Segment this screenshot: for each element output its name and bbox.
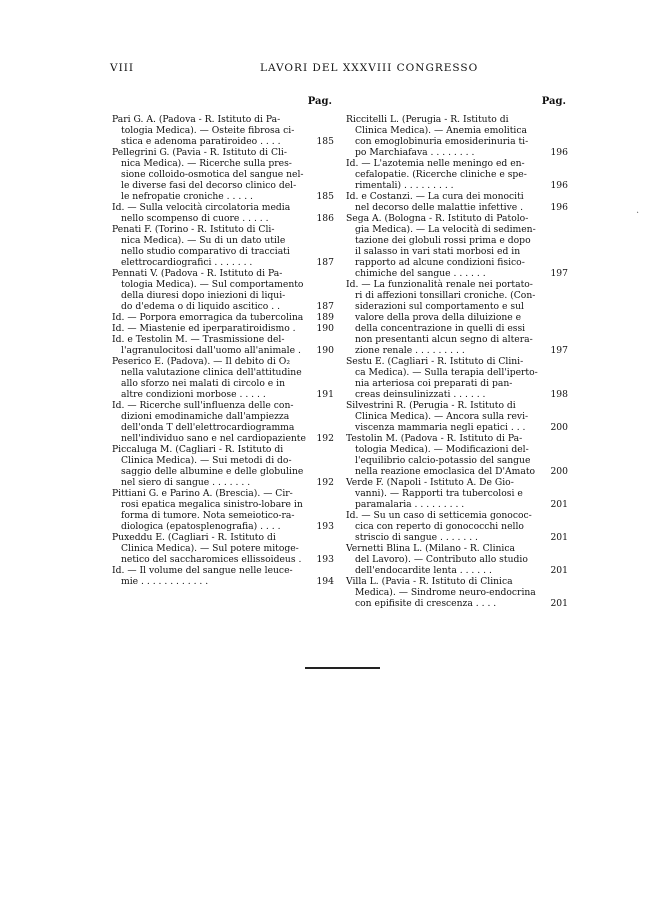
toc-entry-page: 198 xyxy=(550,389,568,400)
toc-entry-text xyxy=(346,543,542,576)
toc-entry-line: l'equilibrio calcio-potassio del sangue xyxy=(355,455,531,466)
toc-entry-page: 187 xyxy=(316,301,334,312)
toc-entry-line: stica e adenoma paratiroideo . . . . xyxy=(121,136,281,147)
toc-entry-line: allo sforzo nei malati di circolo e in xyxy=(121,378,286,389)
toc-entry-page: 185 xyxy=(316,136,334,147)
toc-entry-line: altre condizioni morbose . . . . . xyxy=(121,389,266,400)
toc-entry xyxy=(112,565,334,587)
toc-entry-line: do d'edema o di liquido ascitico . . xyxy=(121,301,281,312)
toc-entry-text xyxy=(346,213,542,279)
toc-entry-page: 197 xyxy=(550,345,568,356)
margin-mark: · xyxy=(636,208,640,219)
toc-entry xyxy=(346,114,568,158)
toc-entry-line: mie . . . . . . . . . . . . xyxy=(121,576,209,587)
toc-entry-line: nello studio comparativo di tracciati xyxy=(121,246,290,257)
toc-entry-line: nella reazione emoclasica del D'Amato xyxy=(355,466,536,477)
toc-entry-line: Riccitelli L. (Perugia - R. Istituto di xyxy=(346,114,509,125)
toc-entry-line: della diuresi dopo iniezioni di liqui- xyxy=(121,290,286,301)
toc-entry-line: non presentanti alcun segno di altera- xyxy=(355,334,533,345)
section-divider xyxy=(305,667,380,669)
toc-entry xyxy=(346,543,568,576)
toc-entry xyxy=(112,323,334,334)
toc-entry xyxy=(112,268,334,312)
toc-entry-line: il salasso in vari stati morbosi ed in xyxy=(355,246,521,257)
toc-entry-page: 191 xyxy=(316,389,334,400)
toc-entry xyxy=(112,334,334,356)
toc-entry-line: Id. — L'azotemia nelle meningo ed en- xyxy=(346,158,525,169)
toc-entry-line: valore della prova della diluizione e xyxy=(355,312,522,323)
toc-entry-line: paramalaria . . . . . . . . . xyxy=(355,499,465,510)
toc-entry-line: Clinica Medica). — Anemia emolitica xyxy=(355,125,527,136)
toc-entry-line: l'agranulocitosi dall'uomo all'animale . xyxy=(121,345,301,356)
toc-entry-text xyxy=(346,158,542,191)
toc-entry-page: 190 xyxy=(316,323,334,334)
toc-entry-line: rimentali) . . . . . . . . . xyxy=(355,180,454,191)
toc-entry-line: diologica (epatosplenografia) . . . . xyxy=(121,521,281,532)
toc-entry-line: Id. — Miastenie ed iperparatiroidismo . xyxy=(112,323,296,334)
toc-entry-line: Pittiani G. e Parino A. (Brescia). — Cir- xyxy=(112,488,293,499)
toc-entry-line: Id. — La funzionalità renale nei portato- xyxy=(346,279,533,290)
toc-entry-text xyxy=(112,147,308,202)
toc-entry-line: Id. — Sulla velocità circolatoria media xyxy=(112,202,291,213)
toc-entry-page: 187 xyxy=(316,257,334,268)
toc-entry-page: 201 xyxy=(550,565,568,576)
toc-entry-page: 193 xyxy=(316,554,334,565)
toc-entry-line: Sestu E. (Cagliari - R. Istituto di Clini- xyxy=(346,356,524,367)
toc-entry-text xyxy=(112,312,308,323)
toc-entry xyxy=(346,400,568,433)
toc-entry-line: nello scompenso di cuore . . . . . xyxy=(121,213,269,224)
toc-entry-line: chimiche del sangue . . . . . . xyxy=(355,268,486,279)
toc-entry-line: Piccaluga M. (Cagliari - R. Istituto di xyxy=(112,444,284,455)
toc-entry-line: con emoglobinuria emosiderinuria ti- xyxy=(355,136,529,147)
toc-entry xyxy=(346,158,568,191)
toc-entry-text xyxy=(112,202,308,224)
toc-entry-text xyxy=(112,400,308,444)
toc-entry-line: Vernetti Blina L. (Milano - R. Clinica xyxy=(346,543,515,554)
toc-entry-line: elettrocardiografici . . . . . . . xyxy=(121,257,253,268)
toc-entry xyxy=(112,114,334,147)
toc-entry-text xyxy=(112,488,308,532)
toc-entry-line: Verde F. (Napoli - Istituto A. De Gio- xyxy=(346,477,514,488)
toc-entry-line: Pari G. A. (Padova - R. Istituto di Pa- xyxy=(112,114,281,125)
toc-entry xyxy=(112,147,334,202)
toc-entry-text xyxy=(346,433,542,477)
toc-entry-line: le diverse fasi del decorso clinico del- xyxy=(121,180,297,191)
toc-entry-line: nella valutazione clinica dell'attitudine xyxy=(121,367,302,378)
toc-entry-text xyxy=(112,532,308,565)
toc-entry-text xyxy=(346,477,542,510)
toc-entry-line: siderazioni sul comportamento e sul xyxy=(355,301,524,312)
toc-entry-page: 201 xyxy=(550,598,568,609)
toc-entry-text xyxy=(346,279,542,356)
toc-entry-line: striscio di sangue . . . . . . . xyxy=(355,532,478,543)
toc-entry-text xyxy=(112,268,308,312)
toc-entry-text xyxy=(346,510,542,543)
toc-entry-line: nel decorso delle malattie infettive . xyxy=(355,202,524,213)
toc-entry-line: nell'individuo sano e nel cardiopaziente xyxy=(121,433,306,444)
toc-entry-line: Id. — Su un caso di setticemia gonococ- xyxy=(346,510,532,521)
toc-entry-line: della concentrazione in quelli di essi xyxy=(355,323,526,334)
toc-entry-line: saggio delle albumine e delle globuline xyxy=(121,466,304,477)
toc-entry-line: zione renale . . . . . . . . . xyxy=(355,345,465,356)
toc-entry xyxy=(346,356,568,400)
toc-entry xyxy=(346,213,568,279)
toc-entry-line: po Marchiafava . . . . . . . . xyxy=(355,147,475,158)
toc-entry-line: dell'endocardite lenta . . . . . . xyxy=(355,565,492,576)
toc-entry-text xyxy=(112,444,308,488)
toc-entry xyxy=(112,444,334,488)
page-number: VIII xyxy=(110,62,135,74)
toc-entry-page: 200 xyxy=(550,422,568,433)
toc-entry xyxy=(112,532,334,565)
toc-entry-page: 200 xyxy=(550,466,568,477)
toc-entry-line: Pennati V. (Padova - R. Istituto di Pa- xyxy=(112,268,283,279)
toc-entry xyxy=(112,202,334,224)
toc-entry-line: Clinica Medica). — Sul potere mitoge- xyxy=(121,543,299,554)
toc-entry-page: 196 xyxy=(550,202,568,213)
toc-entry-page: 193 xyxy=(316,521,334,532)
toc-entry-line: Clinica Medica). — Ancora sulla revi- xyxy=(355,411,529,422)
toc-entry-line: vanni). — Rapporti tra tubercolosi e xyxy=(355,488,523,499)
toc-entry-text xyxy=(112,565,308,587)
running-title: LAVORI DEL XXXVIII CONGRESSO xyxy=(260,62,479,74)
toc-entry xyxy=(346,191,568,213)
toc-entry-page: 186 xyxy=(316,213,334,224)
toc-entry xyxy=(112,224,334,268)
toc-entry-page: 196 xyxy=(550,147,568,158)
toc-column-right xyxy=(346,96,568,609)
toc-entry-line: Pellegrini G. (Pavia - R. Istituto di Cli- xyxy=(112,147,287,158)
toc-entry-line: nica Medica). — Ricerche sulla pres- xyxy=(121,158,292,169)
toc-entry-line: nica Medica). — Su di un dato utile xyxy=(121,235,286,246)
toc-entry-text xyxy=(112,334,308,356)
toc-entry-line: dell'onda T dell'elettrocardiogramma xyxy=(121,422,295,433)
toc-entry-text xyxy=(346,191,542,213)
entry-list-right xyxy=(346,114,568,609)
toc-entry-line: gia Medica). — La velocità di sedimen- xyxy=(355,224,536,235)
toc-entry xyxy=(346,510,568,543)
toc-entry-text xyxy=(346,356,542,400)
toc-entry-line: le nefropatie croniche . . . . . xyxy=(121,191,253,202)
toc-entry-page: 192 xyxy=(316,433,334,444)
toc-entry-line: con epifisite di crescenza . . . . xyxy=(355,598,497,609)
toc-entry-line: viscenza mammaria negli epatici . . . xyxy=(355,422,526,433)
toc-entry-line: dizioni emodinamiche dall'ampiezza xyxy=(121,411,290,422)
toc-entry-line: Clinica Medica). — Sui metodi di do- xyxy=(121,455,292,466)
toc-entry-line: forma di tumore. Nota semeiotico-ra- xyxy=(121,510,295,521)
toc-entry-line: cefalopatie. (Ricerche cliniche e spe- xyxy=(355,169,527,180)
toc-entry-text xyxy=(112,114,308,147)
toc-entry-line: Id. — Porpora emorragica da tubercolina xyxy=(112,312,304,323)
toc-entry-line: del Lavoro). — Contributo allo studio xyxy=(355,554,528,565)
toc-entry-line: Id. — Ricerche sull'influenza delle con- xyxy=(112,400,294,411)
toc-entry-page: 190 xyxy=(316,345,334,356)
toc-entry-line: Medica). — Sindrome neuro-endocrina xyxy=(355,587,536,598)
toc-entry xyxy=(346,433,568,477)
toc-entry-line: creas deinsulinizzati . . . . . . xyxy=(355,389,486,400)
toc-entry-line: Sega A. (Bologna - R. Istituto di Patolo- xyxy=(346,213,529,224)
toc-entry-line: rosi epatica megalica sinistro-lobare in xyxy=(121,499,303,510)
toc-entry xyxy=(112,488,334,532)
toc-entry-line: tologia Medica). — Sul comportamento xyxy=(121,279,304,290)
toc-entry-line: Peserico E. (Padova). — Il debito di O₂ xyxy=(112,356,291,367)
toc-entry-line: Puxeddu E. (Cagliari - R. Istituto di xyxy=(112,532,276,543)
toc-entry-line: sione colloido-osmotica del sangue nel- xyxy=(121,169,304,180)
toc-entry-line: nia arteriosa coi preparati di pan- xyxy=(355,378,513,389)
toc-entry-line: Testolin M. (Padova - R. Istituto di Pa- xyxy=(346,433,523,444)
toc-entry xyxy=(112,400,334,444)
toc-entry-line: Penati F. (Torino - R. Istituto di Cli- xyxy=(112,224,275,235)
toc-entry-page: 194 xyxy=(316,576,334,587)
toc-column-left xyxy=(112,96,334,587)
toc-entry-page: 185 xyxy=(316,191,334,202)
toc-entry-line: Id. e Costanzi. — La cura dei monociti xyxy=(346,191,524,202)
toc-entry-line: Villa L. (Pavia - R. Istituto di Clinica xyxy=(346,576,513,587)
toc-entry-page: 192 xyxy=(316,477,334,488)
toc-entry-page: 201 xyxy=(550,532,568,543)
toc-entry-line: tologia Medica). — Modificazioni del- xyxy=(355,444,529,455)
page-header xyxy=(110,62,570,80)
toc-entry-line: ri di affezioni tonsillari croniche. (Con- xyxy=(355,290,536,301)
toc-entry xyxy=(112,312,334,323)
toc-entry xyxy=(346,279,568,356)
toc-entry-line: netico del saccharomices ellissoideus . xyxy=(121,554,302,565)
page-column-label: Pag. xyxy=(307,96,332,107)
toc-entry-line: Id. — Il volume del sangue nelle leuce- xyxy=(112,565,293,576)
toc-entry-line: ca Medica). — Sulla terapia dell'iperto- xyxy=(355,367,538,378)
toc-entry-page: 197 xyxy=(550,268,568,279)
toc-entry-text xyxy=(346,576,542,609)
toc-entry-line: tazione dei globuli rossi prima e dopo xyxy=(355,235,531,246)
toc-entry xyxy=(112,356,334,400)
toc-entry-text xyxy=(346,400,542,433)
toc-entry-page: 196 xyxy=(550,180,568,191)
toc-entry-line: Silvestrini R. (Perugia - R. Istituto di xyxy=(346,400,516,411)
page-column-label: Pag. xyxy=(541,96,566,107)
toc-entry-text xyxy=(346,114,542,158)
toc-entry-line: nel siero di sangue . . . . . . . xyxy=(121,477,251,488)
toc-entry-text xyxy=(112,224,308,268)
toc-entry-page: 201 xyxy=(550,499,568,510)
toc-entry-page: 189 xyxy=(316,312,334,323)
entry-list-left xyxy=(112,114,334,587)
toc-entry-line: cica con reperto di gonococchi nello xyxy=(355,521,524,532)
toc-entry-line: tologia Medica). — Osteite fibrosa ci- xyxy=(121,125,295,136)
toc-entry-line: rapporto ad alcune condizioni fisico- xyxy=(355,257,525,268)
toc-entry-text xyxy=(112,356,308,400)
toc-entry xyxy=(346,477,568,510)
toc-entry xyxy=(346,576,568,609)
toc-entry-text xyxy=(112,323,308,334)
toc-entry-line: Id. e Testolin M. — Trasmissione del- xyxy=(112,334,285,345)
